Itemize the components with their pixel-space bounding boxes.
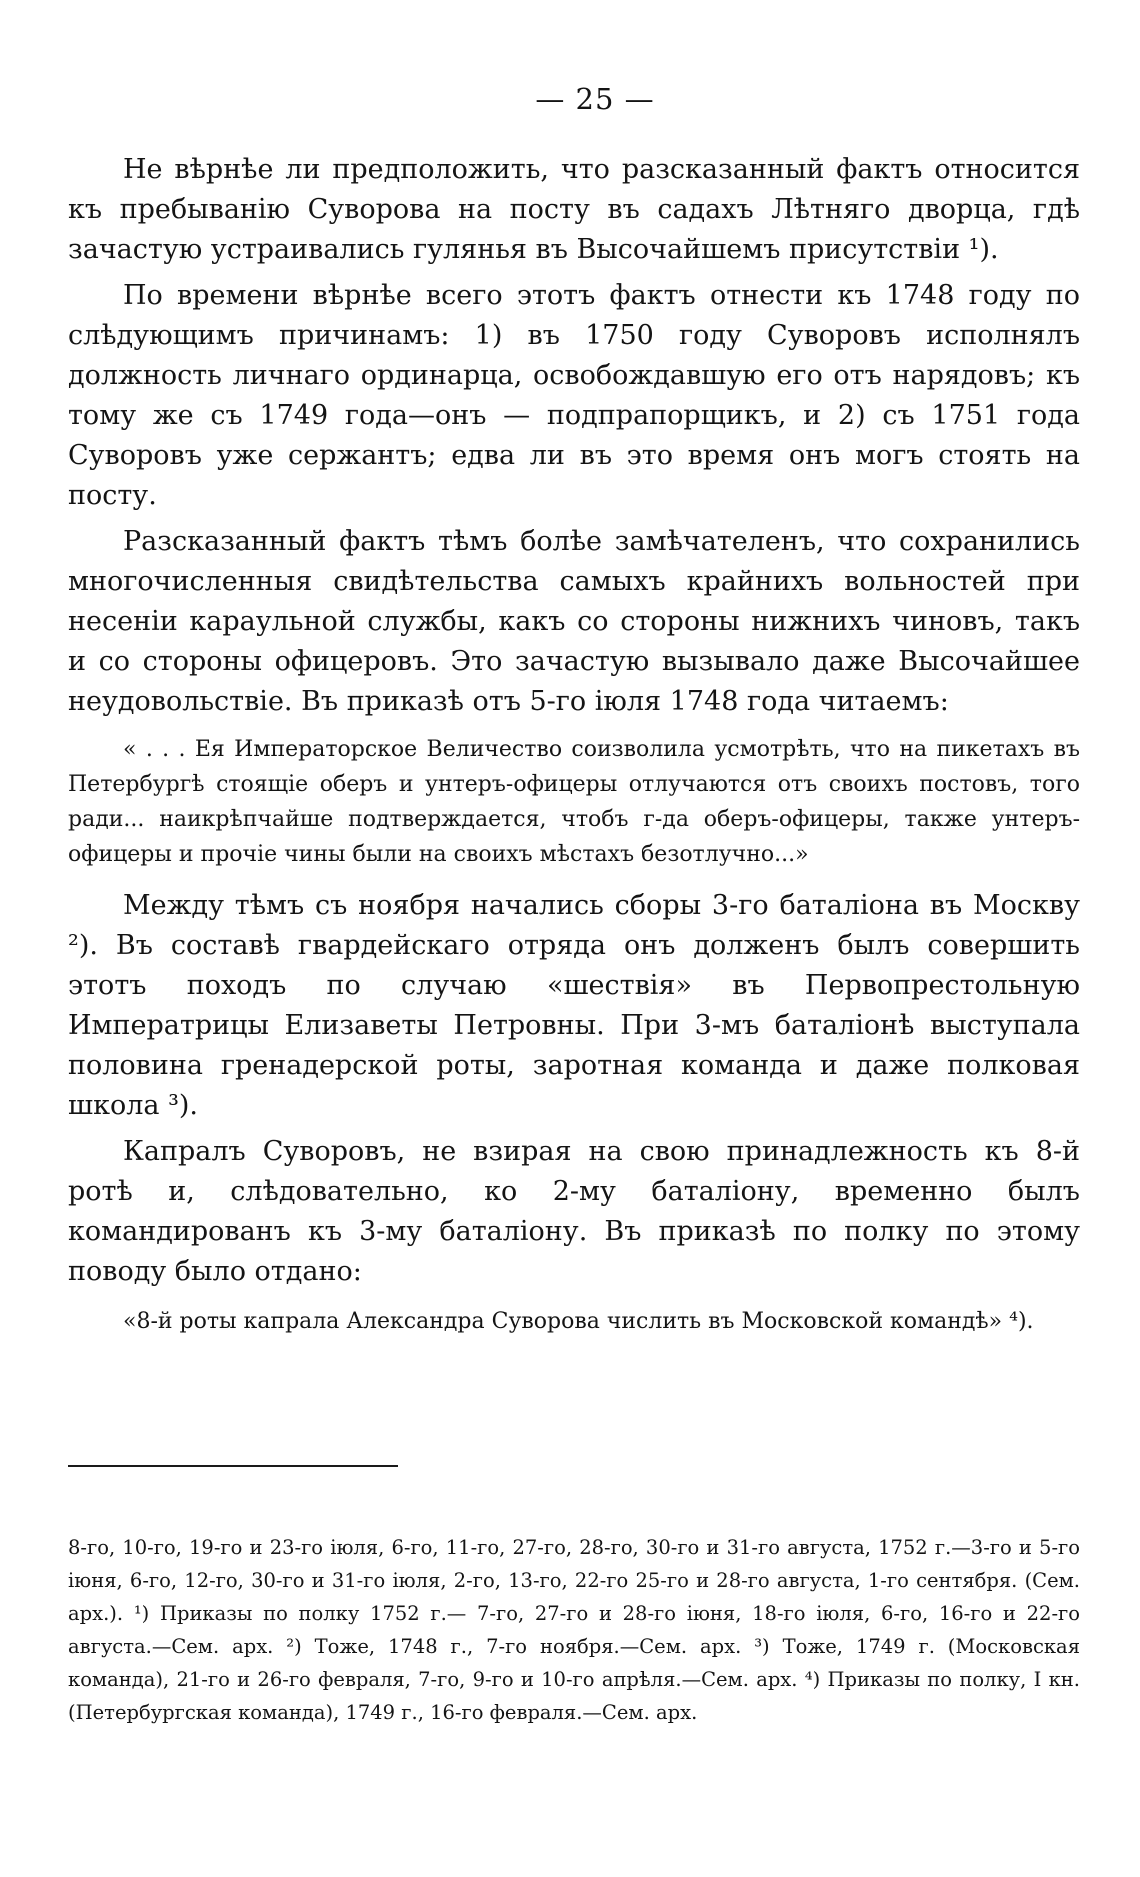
quote-imperial-order: « . . . Ея Императорское Величество соизволила усмотрѣть, что на пикетахъ въ Петербургѣ стоящіе оберъ и унтеръ-офицеры отлучаются отъ своихъ постовъ, того ради... наикрѣпчайше подтверждается, чтобъ г-да оберъ-офицеры, также унтеръ-офицеры и прочіе чины были на своихъ мѣстахъ безотлучно...» bbox=[68, 737, 1080, 867]
paragraph-moscow-march: Между тѣмъ съ ноября начались сборы 3-го баталіона въ Москву ²). Въ составѣ гвардейскаго отряда онъ долженъ былъ совершить этотъ походъ по случаю «шествія» въ Первопрестольную Императрицы Елизаветы Петровны. При 3-мъ баталіонѣ выступала половина гренадерской роты, заротная команда и даже полковая школа ³). bbox=[68, 890, 1080, 1121]
quote-regimental-order: «8-й роты капрала Александра Суворова числить въ Московской командѣ» ⁴). bbox=[123, 1309, 1034, 1334]
footnote-divider bbox=[68, 1465, 398, 1467]
page-number: — 25 — bbox=[535, 82, 655, 116]
paragraph-summer-palace: Не вѣрнѣе ли предположить, что разсказанный фактъ относится къ пребыванію Суворова на посту въ садахъ Лѣтняго дворца, гдѣ зачастую устраивались гулянья въ Высочайшемъ присутствіи ¹). bbox=[68, 154, 1080, 265]
paragraph-guard-duty: Разсказанный фактъ тѣмъ болѣе замѣчателенъ, что сохранились многочисленныя свидѣтельства самыхъ крайнихъ вольностей при несеніи караульной службы, какъ со стороны нижнихъ чиновъ, такъ и со стороны офицеровъ. Это зачастую вызывало даже Высочайшее неудовольствіе. Въ приказѣ отъ 5-го іюля 1748 года читаемъ: bbox=[68, 526, 1080, 717]
footnotes: 8-го, 10-го, 19-го и 23-го іюля, 6-го, 11-го, 27-го, 28-го, 30-го и 31-го августа, 1752 г.—3-го и 5-го іюня, 6-го, 12-го, 30-го и 31-го іюля, 2-го, 13-го, 22-го 25-го и 28-го августа, 1-го сентября. (Сем. арх.). ¹) Приказы по полку 1752 г.— 7-го, 27-го и 28-го іюня, 18-го іюля, 6-го, 16-го и 22-го августа.—Сем. арх. ²) Тоже, 1748 г., 7-го ноября.—Сем. арх. ³) Тоже, 1749 г. (Московская команда), 21-го и 26-го февраля, 7-го, 9-го и 10-го апрѣля.—Сем. арх. ⁴) Приказы по полку, I кн. (Петербургская команда), 1749 г., 16-го февраля.—Сем. арх. bbox=[68, 1536, 1080, 1724]
paragraph-dating-1748: По времени вѣрнѣе всего этотъ фактъ отнести къ 1748 году по слѣдующимъ причинамъ: 1) въ 1750 году Суворовъ исполнялъ должность личнаго ординарца, освобождавшую его отъ нарядовъ; къ тому же съ 1749 года—онъ — подпрапорщикъ, и 2) съ 1751 года Суворовъ уже сержантъ; едва ли въ это время онъ могъ стоять на посту. bbox=[68, 280, 1080, 511]
paragraph-corporal-suvorov: Капралъ Суворовъ, не взирая на свою принадлежность къ 8-й ротѣ и, слѣдовательно, ко 2-му баталіону, временно былъ командированъ къ 3-му баталіону. Въ приказѣ по полку по этому поводу было отдано: bbox=[68, 1136, 1080, 1287]
